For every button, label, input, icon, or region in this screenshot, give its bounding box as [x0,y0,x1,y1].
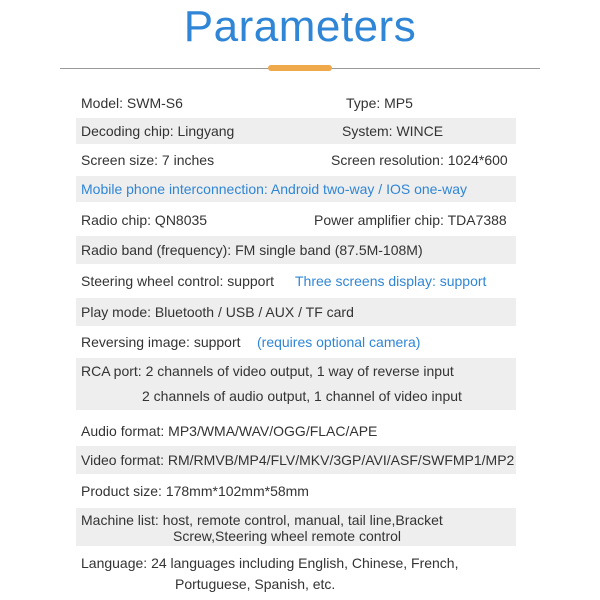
param-reversing-image: Reversing image: support [81,334,241,350]
param-row-radio-band [76,236,516,264]
param-play-mode: Play mode: Bluetooth / USB / AUX / TF card [81,304,354,320]
param-type: Type: MP5 [346,95,413,111]
param-row-machine-list [76,508,516,546]
param-product-size: Product size: 178mm*102mm*58mm [81,483,309,499]
param-reversing-note: (requires optional camera) [257,334,421,350]
param-rca-line2: 2 channels of audio output, 1 channel of video input [142,388,462,404]
param-row-play-mode [76,298,516,326]
param-row-model [76,92,516,114]
param-machine-list-line1: Machine list: host, remote control, manual, tail line,Bracket [81,512,443,528]
param-radio-band: Radio band (frequency): FM single band (87.5M-108M) [81,242,423,258]
param-row-rca [76,358,516,410]
param-row-chips [76,208,516,232]
param-language-line2: Portuguese, Spanish, etc. [175,576,336,592]
param-video-format: Video format: RM/RMVB/MP4/FLV/MKV/3GP/AVI/ASF/SWFMP1/MP2 [81,452,515,468]
param-three-screens: Three screens display: support [295,273,487,289]
param-language-line1: Language: 24 languages including English, Chinese, French, [81,555,459,571]
param-system: System: WINCE [342,123,444,139]
param-amp-chip: Power amplifier chip: TDA7388 [314,212,507,228]
param-row-language [76,550,516,596]
param-decoding-chip: Decoding chip: Lingyang [81,123,235,139]
param-row-product-size [76,478,516,504]
title-accent-bar [268,65,332,71]
param-model: Model: SWM-S6 [81,95,183,111]
param-phone-interconnection: Mobile phone interconnection: Android two-way / IOS one-way [81,181,467,197]
param-screen-size: Screen size: 7 inches [81,152,215,168]
param-row-screen [76,148,516,172]
param-steering-control: Steering wheel control: support [81,273,274,289]
param-rca-line1: RCA port: 2 channels of video output, 1 way of reverse input [81,363,454,379]
param-machine-list-line2: Screw,Steering wheel remote control [173,528,401,544]
param-audio-format: Audio format: MP3/WMA/WAV/OGG/FLAC/APE [81,423,378,439]
page-title: Parameters [183,2,417,51]
param-row-decoding [76,118,516,144]
param-row-interconnection [76,176,516,202]
param-screen-resolution: Screen resolution: 1024*600 [331,152,508,168]
param-row-video-format [76,446,516,474]
param-row-audio-format [76,418,516,444]
param-row-reversing [76,330,516,354]
param-row-controls [76,268,516,294]
param-radio-chip: Radio chip: QN8035 [81,212,208,228]
